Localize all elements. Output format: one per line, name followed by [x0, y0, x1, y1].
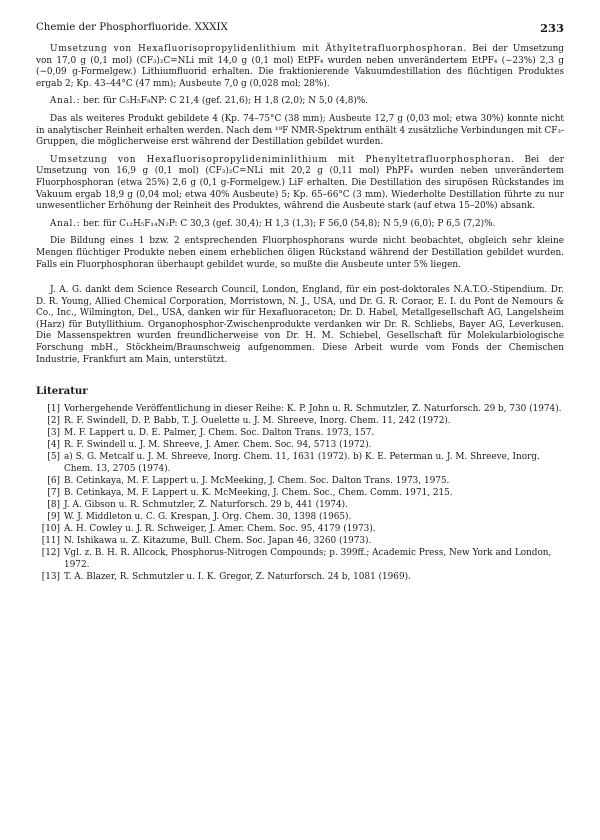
paragraph-text: Bei der Umsetzung von 17,0 g (0,1 mol) (CF₃)₂C=NLi mit 14,0 g (0,1 mol) EtPF₄ wurden neben unverändertem EtPF₄ (∼23%) 2,3 g (∼0,09 g-Formelgew.) Lithiumfluorid erhalten. Die fraktionierende Vakuumdestillation des flüchtigen Produktes ergab 2; Kp. 43–44°C (47 mm); Ausbeute 7,0 g (0,028 mol; 28%). [36, 44, 564, 89]
literature-heading: Literatur [36, 385, 88, 398]
reference-item [36, 536, 564, 548]
reference-number: [8] [47, 500, 60, 511]
reference-text: R. F. Swindell, D. P. Babb, T. J. Ouelette u. J. M. Shreeve, Inorg. Chem. 11, 242 (1972). [64, 415, 451, 426]
paragraph-text: Bei der Umsetzung von 16,9 g (0,1 mol) (CF₃)₂C=NLi mit 20,2 g (0,11 mol) PhPF₄ wurden neben unverändertem Fluorphosphoran (etwa 25%) 2,6 g (0,1 g-Formelgew.) LiF erhalten. Die Destillation des sirupösen Rückstandes im Vakuum ergab 18,9 g (0,04 mol; etwa 40% Ausbeute) 5; Kp. 65–66°C (3 mm). Wiederholte Destillation führte zu nur unwesentlicher Erhöhung der Reinheit des Produktes, während die Ausbeute stark (auf etwa 15–20%) absank. [36, 154, 564, 212]
reference-text: N. Ishikawa u. Z. Kitazume, Bull. Chem. Soc. Japan 46, 3260 (1973). [64, 536, 372, 547]
reference-text: J. A. Gibson u. R. Schmutzler, Z. Naturforsch. 29 b, 441 (1974). [64, 500, 348, 511]
paragraph-ethyl-reaction [36, 44, 564, 90]
page-header [36, 22, 564, 38]
reference-number: [4] [47, 440, 60, 451]
reference-number: [3] [47, 428, 60, 439]
reference-text: B. Cetinkaya, M. F. Lappert u. J. McMeeking, J. Chem. Soc. Dalton Trans. 1973, 1975. [64, 475, 450, 486]
reference-item [36, 488, 564, 500]
section-lead: Umsetzung von Hexafluorisopropylideniminlithium mit Phenyltetrafluorphosphoran. [50, 154, 515, 165]
reference-number: [6] [47, 475, 60, 486]
page-number: 233 [539, 21, 564, 35]
reference-text: a) S. G. Metcalf u. J. M. Shreeve, Inorg. Chem. 11, 1631 (1972). b) K. E. Peterman u. J. M. Shreeve, Inorg. Chem. 13, 2705 (1974). [64, 452, 540, 474]
paragraph-byproduct [36, 114, 564, 149]
reference-text: A. H. Cowley u. J. R. Schweiger, J. Amer. Chem. Soc. 95, 4179 (1973). [64, 524, 376, 535]
reference-text: R. F. Swindell u. J. M. Shreeve, J. Amer. Chem. Soc. 94, 5713 (1972). [64, 440, 372, 451]
reference-item [36, 512, 564, 524]
paragraph-text: Die Bildung eines 1 bzw. 2 entsprechenden Fluorphosphorans wurde nicht beobachtet, obgleich sehr kleine Mengen flüchtiger Produkte neben einem erheblichen öligen Rückstand während der Destillation gebildet wurden. Falls ein Fluorphosphoran überhaupt gebildet wurde, so mußte die Ausbeute unter 5% liegen. [36, 236, 564, 270]
analysis-lead: Anal.: [50, 218, 81, 229]
paragraph-phenyl-reaction [36, 155, 564, 213]
reference-item [36, 428, 564, 440]
reference-number: [10] [41, 524, 60, 535]
reference-number: [7] [47, 488, 60, 498]
reference-item [36, 500, 564, 512]
article-body [36, 44, 564, 584]
reference-text: M. F. Lappert u. D. E. Palmer, J. Chem. Soc. Dalton Trans. 1973, 157. [64, 428, 375, 439]
reference-item [36, 548, 564, 571]
reference-item [36, 476, 564, 488]
paragraph-text: Das als weiteres Produkt gebildete 4 (Kp. 74–75°C (38 mm); Ausbeute 12,7 g (0,03 mol; etwa 30%) konnte nicht in analytischer Reinheit erhalten werden. Nach dem ¹⁹F NMR-Spektrum enthält 4 zusätzliche Verbindungen mit CF₃-Gruppen, die möglicherweise erst während der Destillation gebildet wurden. [36, 113, 564, 148]
analysis-2 [36, 219, 564, 231]
analysis-text: ber. für C₅H₅F₉NP: C 21,4 (gef. 21,6); H 1,8 (2,0); N 5,0 (4,8)%. [80, 96, 369, 107]
reference-list [36, 404, 564, 584]
reference-number: [9] [47, 512, 60, 523]
reference-text: T. A. Blazer, R. Schmutzler u. I. K. Gregor, Z. Naturforsch. 24 b, 1081 (1969). [64, 572, 411, 583]
reference-number: [12] [41, 548, 60, 559]
analysis-lead: Anal.: [50, 96, 81, 107]
analysis-text: ber. für C₁₂H₅F₁₄N₂P: C 30,3 (gef. 30,4); H 1,3 (1,3); F 56,0 (54,8); N 5,9 (6,0); P 6,5 (7,2)%. [80, 218, 496, 229]
reference-item [36, 440, 564, 452]
reference-number: [5] [47, 452, 60, 463]
reference-item [36, 452, 564, 475]
reference-number: [1] [47, 403, 60, 414]
reference-item [36, 572, 564, 584]
reference-number: [13] [41, 572, 60, 583]
paragraph-observation [36, 236, 564, 271]
reference-text: B. Cetinkaya, M. F. Lappert u. K. McMeeking, J. Chem. Soc., Chem. Comm. 1971, 215. [64, 488, 453, 498]
running-title: Chemie der Phosphorfluoride. XXXIX [36, 22, 228, 33]
reference-number: [11] [41, 536, 60, 547]
reference-text: Vgl. z. B. H. R. Allcock, Phosphorus-Nitrogen Compounds; p. 399ff.; Academic Press, New York and London, 1972. [64, 548, 552, 571]
reference-text: Vorhergehende Veröffentlichung in dieser Reihe: K. P. John u. R. Schmutzler, Z. Naturforsch. 29 b, 730 (1974). [64, 403, 562, 414]
reference-item [36, 404, 564, 416]
acknowledgements [36, 285, 564, 366]
analysis-1 [36, 96, 564, 108]
acknowledgements-text: J. A. G. dankt dem Science Research Council, London, England, für ein post-doktorales N.A.T.O.-Stipendium. Dr. D. R. Young, Allied Chemical Corporation, Morristown, N. J., USA, und Dr. G. R. Coraor, E. I. du Pont de Nemours & Co., Inc., Wilmington, Del., USA, danken wir für Hexafluoraceton; Dr. D. Habel, Metallgesellschaft AG, Langelsheim (Harz) für Butyllithium. Organophosphor-Zwischenprodukte verdanken wir Dr. R. Schliebs, Bayer AG, Leverkusen. Die Massenspektren wurden freundlicherweise von Dr. H. M. Schiebel, Gesellschaft für Molekularbiologische Forschung mbH., Stöckheim/Braunschweig aufgenommen. Diese Arbeit wurde vom Fonds der Chemischen Industrie, Frankfurt am Main, unterstützt. [36, 285, 564, 365]
reference-item [36, 524, 564, 536]
reference-number: [2] [47, 415, 60, 426]
reference-text: W. J. Middleton u. C. G. Krespan, J. Org. Chem. 30, 1398 (1965). [64, 512, 352, 523]
section-lead: Umsetzung von Hexafluorisopropylidenlithium mit Äthyltetrafluorphosphoran. [50, 44, 467, 54]
reference-item [36, 416, 564, 428]
